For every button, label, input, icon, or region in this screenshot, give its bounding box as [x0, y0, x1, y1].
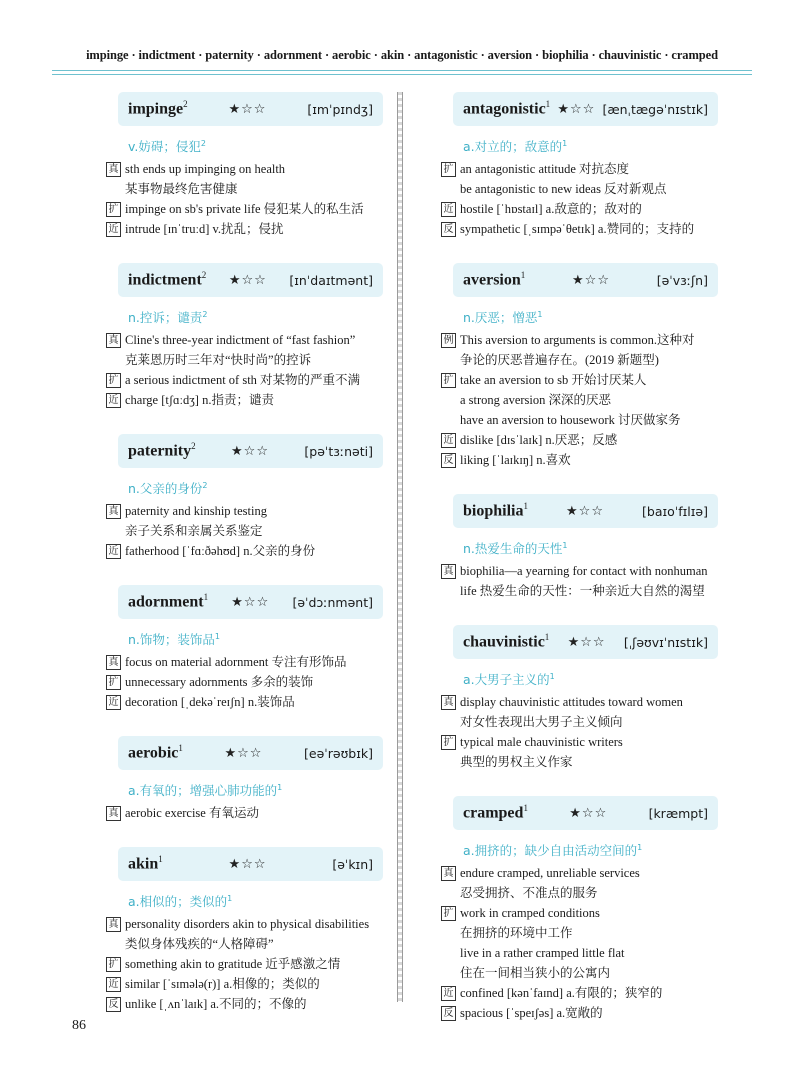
line-text: 典型的男权主义作家 [460, 755, 573, 769]
headword-box [453, 263, 718, 297]
example-line [441, 390, 721, 410]
tag-badge: 近 [106, 544, 121, 559]
line-text: liking [ˈlaɪkɪŋ] n.喜欢 [460, 453, 571, 467]
line-text: hostile [ˈhɒstaɪl] a.敌意的；敌对的 [460, 202, 642, 216]
tag-badge: 近 [441, 986, 456, 1001]
headword-box [118, 434, 383, 468]
tag-badge: 真 [106, 806, 121, 821]
frequency-sup: 1 [520, 270, 526, 281]
example-line [441, 199, 721, 219]
meaning [463, 670, 721, 688]
entry-paternity [106, 434, 386, 561]
meaning [128, 479, 386, 497]
header-rule-top [52, 70, 752, 71]
frequency-sup: 1 [203, 592, 209, 603]
phonetic: [əˈkɪn] [332, 856, 373, 872]
tag-badge: 真 [106, 162, 121, 177]
example-line [441, 712, 721, 732]
line-text: 忍受拥挤、不准点的服务 [460, 886, 598, 900]
meaning [463, 137, 721, 155]
line-text: life 热爱生命的天性：一种亲近大自然的渴望 [460, 584, 705, 598]
example-line [106, 159, 386, 179]
frequency-sup: 1 [178, 743, 183, 754]
frequency-sup: 1 [158, 854, 163, 865]
line-text: take an aversion to sb 开始讨厌某人 [460, 373, 647, 387]
tag-badge: 扩 [106, 202, 121, 217]
example-line [106, 390, 386, 410]
headword-text: akin [128, 855, 159, 873]
headword [128, 99, 188, 118]
line-text: 在拥挤的环境中工作 [460, 926, 573, 940]
line-text: Cline's three-year indictment of “fast fashion” [125, 333, 356, 347]
star-rating: ★☆☆ [231, 443, 269, 459]
phonetic: [əˈvɜːʃn] [656, 272, 708, 288]
headword-box [453, 92, 718, 126]
entry-indictment [106, 263, 386, 410]
tag-badge: 近 [106, 977, 121, 992]
headword-text: cramped [463, 804, 524, 822]
headword [463, 270, 525, 289]
line-text: This aversion to arguments is common.这种对 [460, 333, 695, 347]
example-line [106, 652, 386, 672]
meaning-sup: 1 [537, 309, 543, 319]
line-text: personality disorders akin to physical disabilities [125, 917, 370, 931]
line-text: paternity and kinship testing [125, 504, 267, 518]
line-text: 对女性表现出大男子主义倾向 [460, 715, 623, 729]
example-line [441, 179, 721, 199]
headword-text: biophilia [463, 502, 524, 520]
headword-box [118, 847, 383, 881]
meaning [463, 308, 721, 326]
meaning-text: a.大男子主义的 [463, 672, 550, 687]
example-line [441, 410, 721, 430]
line-text: 亲子关系和亲属关系鉴定 [125, 524, 263, 538]
tag-badge: 反 [441, 222, 456, 237]
headword [463, 632, 549, 651]
example-line [106, 954, 386, 974]
example-line [106, 350, 386, 370]
entry-adornment [106, 585, 386, 712]
headword-text: chauvinistic [463, 633, 545, 651]
line-text: 住在一间相当狭小的公寓内 [460, 966, 611, 980]
meaning-text: n.饰物；装饰品 [128, 632, 215, 647]
example-line [106, 330, 386, 350]
star-rating: ★☆☆ [228, 272, 267, 288]
headword-text: indictment [128, 271, 202, 289]
headword-text: aerobic [128, 744, 179, 762]
headword [463, 99, 550, 118]
meaning [463, 841, 721, 859]
page-number: 86 [72, 1018, 86, 1033]
line-text: decoration [ˌdekəˈreɪʃn] n.装饰品 [125, 695, 295, 709]
line-text: unnecessary adornments 多余的装饰 [125, 675, 314, 689]
tag-badge: 近 [106, 222, 121, 237]
meaning-sup: 2 [202, 309, 208, 319]
tag-badge: 反 [441, 1006, 456, 1021]
example-line [441, 330, 721, 350]
example-line [441, 370, 721, 390]
example-line [441, 883, 721, 903]
phonetic: [kræmpt] [648, 805, 708, 821]
example-line [106, 521, 386, 541]
tag-badge: 真 [106, 333, 121, 348]
example-line [106, 934, 386, 954]
frequency-sup: 1 [545, 99, 551, 110]
star-rating: ★☆☆ [569, 805, 608, 821]
line-text: a serious indictment of sth 对某物的严重不满 [125, 373, 361, 387]
example-line [441, 450, 721, 470]
entry-aversion [441, 263, 721, 470]
star-rating: ★☆☆ [231, 594, 270, 610]
tag-badge: 真 [441, 695, 456, 710]
example-line [441, 581, 721, 601]
line-text: intrude [ɪnˈtruːd] v.扰乱；侵扰 [125, 222, 284, 236]
entry-chauvinistic [441, 625, 721, 772]
example-line [106, 370, 386, 390]
line-text: fatherhood [ˈfɑːðəhʊd] n.父亲的身份 [125, 544, 316, 558]
star-rating: ★☆☆ [572, 272, 610, 288]
tag-badge: 近 [441, 433, 456, 448]
meaning [463, 539, 721, 557]
tag-badge: 真 [441, 564, 456, 579]
meaning [128, 892, 386, 910]
meaning-text: n.热爱生命的天性 [463, 541, 563, 556]
meaning-sup: 2 [202, 480, 208, 490]
line-text: dislike [dɪsˈlaɪk] n.厌恶；反感 [460, 433, 618, 447]
line-text: an antagonistic attitude 对抗态度 [460, 162, 630, 176]
tag-badge: 反 [441, 453, 456, 468]
tag-badge: 反 [106, 997, 121, 1012]
example-line [441, 752, 721, 772]
tag-badge: 真 [106, 655, 121, 670]
entry-biophilia [441, 494, 721, 601]
meaning-sup: 1 [214, 631, 220, 641]
tag-badge: 例 [441, 333, 456, 348]
headword-box [118, 92, 383, 126]
line-text: 某事物最终危害健康 [125, 182, 238, 196]
example-line [441, 159, 721, 179]
star-rating: ★☆☆ [557, 101, 596, 117]
line-text: a strong aversion 深深的厌恶 [460, 393, 612, 407]
tag-badge: 扩 [441, 162, 456, 177]
line-text: have an aversion to housework 讨厌做家务 [460, 413, 681, 427]
star-rating: ★☆☆ [567, 634, 606, 650]
line-text: impinge on sb's private life 侵犯某人的私生活 [125, 202, 364, 216]
headword [128, 592, 208, 611]
headword [463, 803, 528, 822]
frequency-sup: 2 [191, 441, 196, 452]
frequency-sup: 1 [523, 501, 528, 512]
headword-text: paternity [128, 442, 192, 460]
meaning-sup: 1 [637, 842, 643, 852]
line-text: unlike [ˌʌnˈlaɪk] a.不同的；不像的 [125, 997, 307, 1011]
tag-badge: 扩 [106, 957, 121, 972]
meaning-text: a.对立的；敌意的 [463, 139, 563, 154]
example-line [441, 561, 721, 581]
meaning [128, 137, 386, 155]
example-line [106, 219, 386, 239]
meaning-sup: 1 [277, 782, 283, 792]
phonetic: [ænˌtægəˈnɪstɪk] [602, 101, 708, 117]
entry-antagonistic [441, 92, 721, 239]
tag-badge: 真 [441, 866, 456, 881]
example-line [441, 903, 721, 923]
meaning [128, 308, 386, 326]
frequency-sup: 2 [201, 270, 207, 281]
example-line [441, 430, 721, 450]
line-text: sth ends up impinging on health [125, 162, 286, 176]
frequency-sup: 2 [183, 99, 188, 110]
meaning-text: n.控诉；谴责 [128, 310, 203, 325]
example-line [441, 963, 721, 983]
example-line [441, 732, 721, 752]
headword [128, 441, 196, 460]
frequency-sup: 1 [544, 632, 550, 643]
headword-box [453, 796, 718, 830]
example-line [106, 501, 386, 521]
phonetic: [əˈdɔːnmənt] [292, 594, 373, 610]
header-rule-bottom [52, 74, 752, 75]
tag-badge: 近 [441, 202, 456, 217]
entry-impinge [106, 92, 386, 239]
line-text: 类似身体残疾的“人格障碍” [125, 937, 274, 951]
example-line [106, 541, 386, 561]
example-line [441, 923, 721, 943]
line-text: charge [tʃɑːdʒ] n.指责；谴责 [125, 393, 274, 407]
line-text: work in cramped conditions [460, 906, 600, 920]
tag-badge: 扩 [441, 906, 456, 921]
example-line [106, 994, 386, 1014]
example-line [441, 1003, 721, 1023]
meaning-text: n.父亲的身份 [128, 481, 203, 496]
star-rating: ★☆☆ [228, 101, 267, 117]
example-line [106, 672, 386, 692]
entry-aerobic [106, 736, 386, 823]
meaning-sup: 1 [562, 138, 568, 148]
line-text: be antagonistic to new ideas 反对新观点 [460, 182, 667, 196]
meaning-text: a.拥挤的；缺少自由活动空间的 [463, 843, 638, 858]
example-line [106, 974, 386, 994]
example-line [441, 983, 721, 1003]
headword [128, 854, 163, 873]
line-text: endure cramped, unreliable services [460, 866, 640, 880]
example-line [441, 219, 721, 239]
star-rating: ★☆☆ [566, 503, 604, 519]
headword-text: antagonistic [463, 100, 546, 118]
meaning-text: v.妨碍；侵犯 [128, 139, 201, 154]
left-column [106, 92, 386, 1038]
right-column [441, 92, 721, 1047]
phonetic: [baɪoˈfɪlɪə] [642, 503, 708, 519]
line-text: similar [ˈsɪmələ(r)] a.相像的；类似的 [125, 977, 320, 991]
meaning-sup: 1 [227, 893, 233, 903]
headword-box [118, 585, 383, 619]
star-rating: ★☆☆ [224, 745, 263, 761]
frequency-sup: 1 [523, 803, 528, 814]
tag-badge: 真 [106, 504, 121, 519]
meaning [128, 781, 386, 799]
headword-box [453, 494, 718, 528]
example-line [106, 803, 386, 823]
meaning-text: n.厌恶；憎恶 [463, 310, 538, 325]
example-line [441, 863, 721, 883]
headword-text: impinge [128, 100, 184, 118]
line-text: something akin to gratitude 近乎感激之情 [125, 957, 341, 971]
meaning-sup: 1 [549, 671, 555, 681]
tag-badge: 近 [106, 393, 121, 408]
meaning [128, 630, 386, 648]
example-line [106, 179, 386, 199]
tag-badge: 扩 [441, 373, 456, 388]
line-text: sympathetic [ˌsɪmpəˈθetɪk] a.赞同的；支持的 [460, 222, 695, 236]
line-text: 争论的厌恶普遍存在。(2019 新题型) [460, 353, 659, 367]
headword-box [118, 263, 383, 297]
phonetic: [eəˈrəʊbɪk] [304, 745, 373, 761]
example-line [106, 914, 386, 934]
phonetic: [pəˈtɜːnəti] [304, 443, 373, 459]
phonetic: [ɪnˈdaɪtmənt] [289, 272, 373, 288]
headword-text: aversion [463, 271, 521, 289]
headword-text: adornment [128, 593, 204, 611]
tag-badge: 真 [106, 917, 121, 932]
phonetic: [ˌʃəʊvɪˈnɪstɪk] [623, 634, 708, 650]
example-line [106, 199, 386, 219]
tag-badge: 近 [106, 695, 121, 710]
column-divider [397, 92, 403, 1002]
example-line [441, 943, 721, 963]
line-text: typical male chauvinistic writers [460, 735, 623, 749]
line-text: focus on material adornment 专注有形饰品 [125, 655, 347, 669]
line-text: aerobic exercise 有氧运动 [125, 806, 259, 820]
star-rating: ★☆☆ [228, 856, 267, 872]
tag-badge: 扩 [106, 373, 121, 388]
meaning-sup: 2 [200, 138, 206, 148]
line-text: 克莱恩历时三年对“快时尚”的控诉 [125, 353, 312, 367]
headword [463, 501, 528, 520]
line-text: spacious [ˈspeɪʃəs] a.宽敞的 [460, 1006, 603, 1020]
running-header: impinge · indictment · paternity · adornment · aerobic · akin · antagonistic · aversion · biophilia · chauvinistic · cramped [86, 48, 718, 62]
line-text: live in a rather cramped little flat [460, 946, 625, 960]
tag-badge: 扩 [106, 675, 121, 690]
headword [128, 270, 206, 289]
example-line [441, 350, 721, 370]
example-line [106, 692, 386, 712]
example-line [441, 692, 721, 712]
tag-badge: 扩 [441, 735, 456, 750]
headword [128, 743, 183, 762]
meaning-text: a.有氧的；增强心肺功能的 [128, 783, 278, 798]
line-text: biophilia—a yearning for contact with nonhuman [460, 564, 708, 578]
meaning-sup: 1 [562, 540, 568, 550]
meaning-text: a.相似的；类似的 [128, 894, 228, 909]
entry-akin [106, 847, 386, 1014]
phonetic: [ɪmˈpɪndʒ] [307, 101, 373, 117]
headword-box [453, 625, 718, 659]
line-text: display chauvinistic attitudes toward women [460, 695, 683, 709]
entry-cramped [441, 796, 721, 1023]
headword-box [118, 736, 383, 770]
line-text: confined [kənˈfaɪnd] a.有限的；狭窄的 [460, 986, 663, 1000]
